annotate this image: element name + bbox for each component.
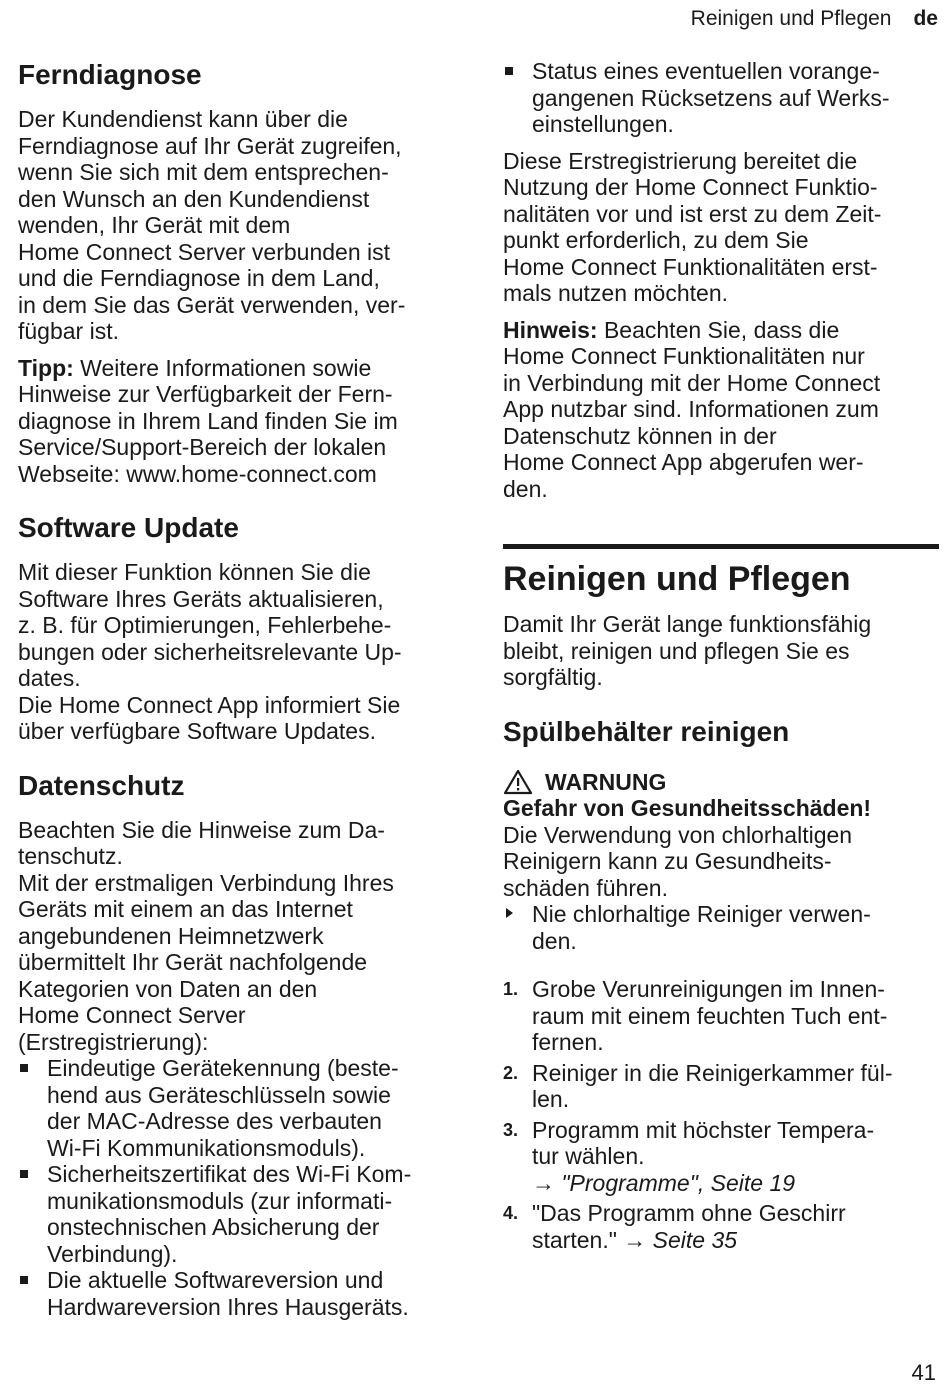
- warning-action: Nie chlorhaltige Reiniger verwen- den.: [503, 901, 939, 954]
- step-4: 4. "Das Programm ohne Geschirr starten." → Seite 35: [503, 1200, 846, 1253]
- bullet-square-icon: [505, 67, 513, 75]
- datenschutz-text: Beachten Sie die Hinweise zum Da- tenschutz. Mit der erstmaligen Verbindung Ihres Geräts mit einem an das Internet angebundenen Heimnetzwerk übermittelt Ihr Gerät nachfolgende Kategorien von Daten an den Home Connect Server (Erstregistrierung):: [18, 816, 394, 1055]
- list-item: Die aktuelle Softwareversion und Hardwareversion Ihres Hausgeräts.: [18, 1267, 458, 1320]
- datenschutz-heading: Datenschutz: [18, 769, 185, 801]
- erstregistrierung-text: Diese Erstregistrierung bereitet die Nutzung der Home Connect Funktio- nalitäten vor und ist erst zu dem Zeit- punkt erforderlich, zu dem Sie Home Connect Funktionalitäten erst- mals nutzen möchten.: [503, 147, 882, 306]
- language-code: de: [913, 7, 938, 30]
- step-3: 3. Programm mit höchster Tempera- tur wählen. → "Programme", Seite 19: [503, 1116, 875, 1196]
- warning-text: Die Verwendung von chlorhaltigen Reinigern kann zu Gesundheits- schäden führen.: [503, 821, 853, 901]
- ferndiagnose-text: Der Kundendienst kann über die Ferndiagnose auf Ihr Gerät zugreifen, wenn Sie sich mit dem entsprechen- den Wunsch an den Kundendienst wenden, Ihr Gerät mit dem Home Connect Server verbunden ist und die Ferndiagnose in dem Land, in dem Sie das Gerät verwenden, ver- fügbar ist.: [18, 106, 406, 344]
- warning-header: [503, 769, 939, 796]
- ferndiagnose-heading: Ferndiagnose: [18, 59, 202, 90]
- list-item: Sicherheitszertifikat des Wi-Fi Kom- munikationsmoduls (zur informati- onstechnischen Absicherung der Verbindung).: [18, 1161, 458, 1267]
- page-number: 41: [911, 1360, 936, 1385]
- hinweis-paragraph: Hinweis: Beachten Sie, dass die Home Connect Funktionalitäten nur in Verbindung mit der Home Connect App nutzbar sind. Informationen zum Datenschutz können in der Home Connect App abgerufen wer- den.: [503, 316, 881, 502]
- left-column: [18, 58, 458, 1320]
- bullet-square-icon: [20, 1064, 28, 1072]
- step-number: 4.: [503, 1203, 519, 1223]
- list-item: Status eines eventuellen vorange- gangenen Rücksetzens auf Werks- einstellungen.: [503, 58, 939, 138]
- software-update-text: Mit dieser Funktion können Sie die Software Ihres Geräts aktualisieren, z. B. für Optimierungen, Fehlerbehe- bungen oder sicherheitsrelevante Up- dates. Die Home Connect App informiert Sie über verfügbare Software Updates.: [18, 559, 402, 744]
- software-update-heading: Software Update: [18, 512, 239, 543]
- tipp-paragraph: Tipp: Weitere Informationen sowie Hinweise zur Verfügbarkeit der Fern- diagnose in Ihrem Land finden Sie im Service/Support-Bereich der lokalen Webseite: www.home-connect.com: [18, 354, 398, 487]
- step-number: 3.: [503, 1119, 519, 1140]
- step-1: 1. Grobe Verunreinigungen im Innen- raum mit einem feuchten Tuch ent- fernen.: [503, 976, 888, 1055]
- hinweis-label: Hinweis:: [503, 316, 598, 343]
- running-header: [691, 7, 938, 31]
- warning-label: WARNUNG: [545, 768, 667, 795]
- tipp-label: Tipp:: [18, 354, 74, 381]
- cross-reference-link[interactable]: → "Programme", Seite 19: [532, 1169, 796, 1196]
- bullet-square-icon: [20, 1170, 28, 1178]
- cross-reference-link[interactable]: → Seite 35: [623, 1226, 738, 1253]
- warning-triangle-icon: [503, 769, 533, 795]
- step-number: 1.: [503, 979, 519, 999]
- right-column: [503, 58, 939, 1257]
- intro-text: Damit Ihr Gerät lange funktionsfähig bleibt, reinigen und pflegen Sie es sorgfältig.: [503, 611, 872, 690]
- spuelbehaelter-heading: Spülbehälter reinigen: [503, 715, 790, 747]
- step-number: 2.: [503, 1062, 519, 1083]
- header-title: Reinigen und Pflegen: [690, 7, 892, 30]
- section-title: Reinigen und Pflegen: [503, 560, 851, 598]
- warning-title: Gefahr von Gesundheitsschäden!: [503, 795, 872, 821]
- step-2: 2. Reiniger in die Reinigerkammer fül- len.: [503, 1059, 893, 1112]
- arrow-right-icon: [506, 908, 513, 918]
- section-divider: [503, 544, 939, 549]
- bullet-square-icon: [20, 1276, 28, 1284]
- list-item: Eindeutige Gerätekennung (beste- hend aus Geräteschlüsseln sowie der MAC-Adresse des verbauten Wi-Fi Kommunikationsmoduls).: [18, 1055, 458, 1161]
